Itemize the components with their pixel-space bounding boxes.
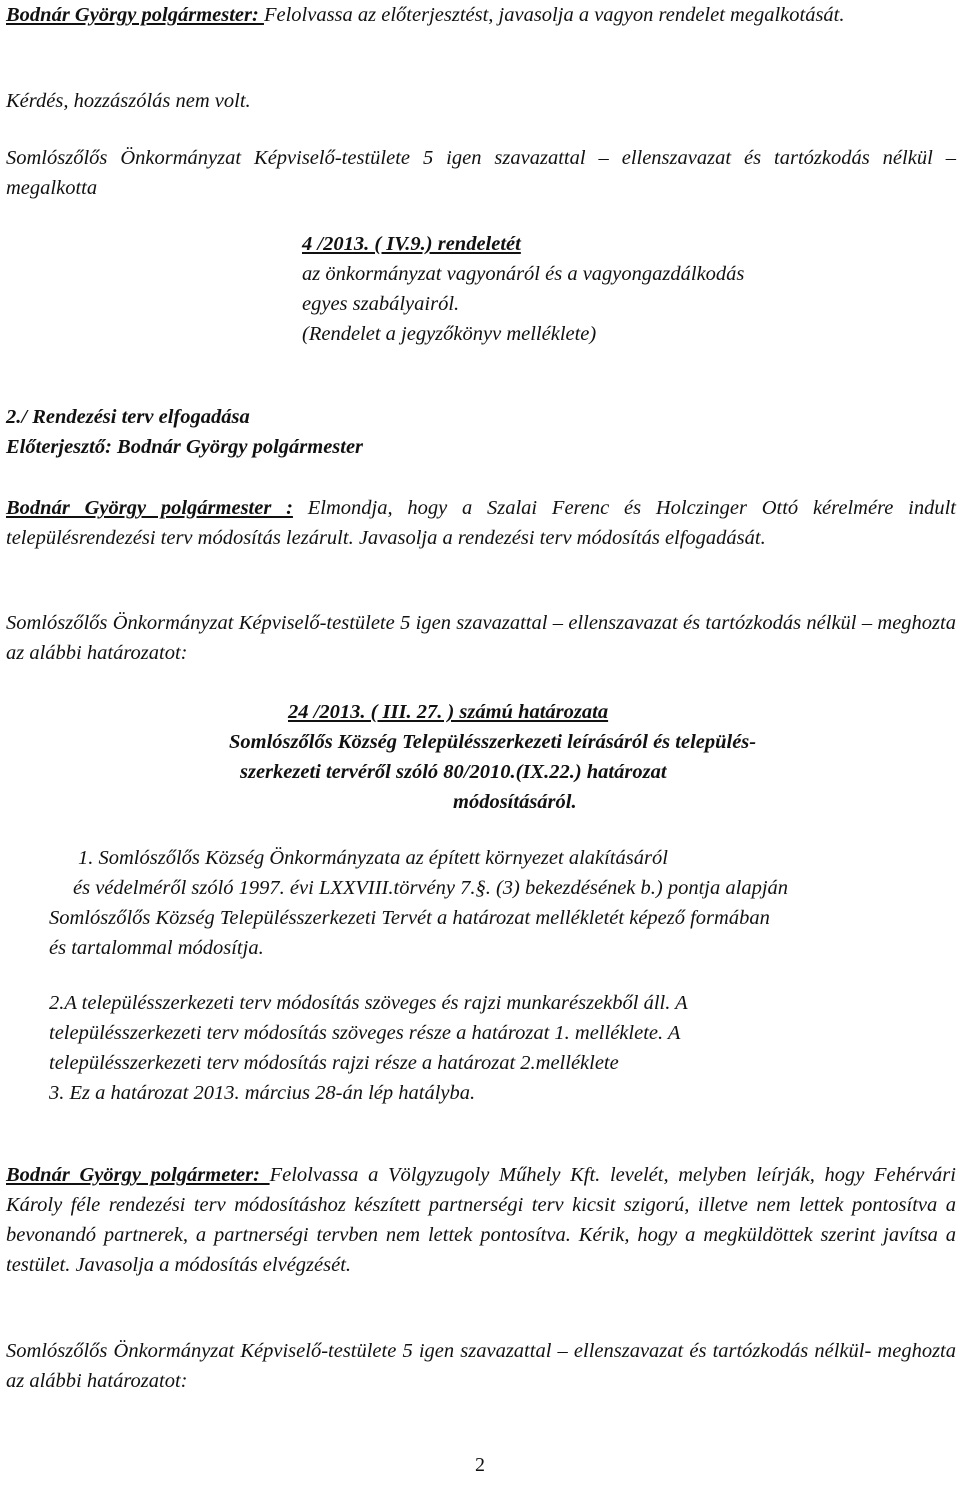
resolution-point-2: településszerkezeti terv módosítás rajzi része a határozat 2.melléklete xyxy=(49,1052,619,1074)
resolution-heading xyxy=(229,697,789,817)
resolution-point-3: 3. Ez a határozat 2013. március 28-án lép hatályba. xyxy=(49,1082,476,1104)
ordinance-number: 4 /2013. ( IV.9.) rendeletét xyxy=(302,233,521,255)
ordinance-title-line: az önkormányzat vagyonáról és a vagyongazdálkodás xyxy=(302,263,745,285)
paragraph-text: Felolvassa a Völgyzugoly Műhely Kft. levelét, melyben leírják, hogy Fehérvári Károly féle rendezési terv módosításhoz készített partnerségi terv kicsit szigorú, illetve nem lettek pontosítva a bevonandó partnerek, a partnerségi tervben nem lettek pontosítva. Kérik, hogy a megküldöttek szerint javítsa a testület. Javasolja a módosítás elvégzését. xyxy=(6,1164,956,1276)
ordinance-note: (Rendelet a jegyzőkönyv melléklete) xyxy=(302,323,597,345)
agenda-item-presenter: Előterjesztő: Bodnár György polgármester xyxy=(6,436,364,458)
speaker-name: Bodnár György polgármester : xyxy=(6,497,293,519)
resolution-point-1: Somlószőlős Község Településszerkezeti Tervét a határozat mellékletét képező formában xyxy=(49,907,770,929)
agenda-item-2 xyxy=(6,402,956,462)
paragraph-no-comments: Kérdés, hozzászólás nem volt. xyxy=(6,90,251,112)
page-number: 2 xyxy=(475,1454,485,1476)
resolution-body xyxy=(49,843,959,963)
resolution-point-2: 2.A településszerkezeti terv módosítás szöveges és rajzi munkarészekből áll. A xyxy=(49,992,688,1014)
paragraph-mayor-ordinance xyxy=(6,0,956,30)
resolution-number: 24 /2013. ( III. 27. ) számú határozata xyxy=(288,701,609,723)
ordinance-block xyxy=(302,229,922,349)
resolution-point-1: és tartalommal módosítja. xyxy=(49,937,264,959)
resolution-point-1: és védelméről szóló 1997. évi LXXVIII.törvény 7.§. (3) bekezdésének b.) pontja alapján xyxy=(73,877,789,899)
paragraph-vote-resolution: Somlószőlős Önkormányzat Képviselő-testülete 5 igen szavazattal – ellenszavazat és tartózkodás nélkül – meghozta az alábbi határozatot: xyxy=(6,612,956,664)
paragraph-vote-ordinance: Somlószőlős Önkormányzat Képviselő-testülete 5 igen szavazattal – ellenszavazat és tartózkodás nélkül – megalkotta xyxy=(6,147,956,199)
ordinance-title-line: egyes szabályairól. xyxy=(302,293,460,315)
agenda-item-title: 2./ Rendezési terv elfogadása xyxy=(6,406,250,428)
resolution-point-2: településszerkezeti terv módosítás szöveges része a határozat 1. melléklete. A xyxy=(49,1022,681,1044)
paragraph-mayor-letter xyxy=(6,1160,956,1280)
resolution-body-2 xyxy=(49,988,959,1108)
resolution-title-line: szerkezeti tervéről szóló 80/2010.(IX.22.) határozat xyxy=(240,761,667,783)
speaker-name: Bodnár György polgármeter: xyxy=(6,1164,270,1186)
resolution-title-line: módosításáról. xyxy=(453,791,577,813)
resolution-title-line: Somlószőlős Község Településszerkezeti leírásáról és település- xyxy=(229,731,757,753)
paragraph-mayor-plan xyxy=(6,493,956,553)
paragraph-text: Elmondja, hogy a Szalai Ferenc és Holczinger Ottó kérelmére indult településrendezési terv módosítás lezárult. Javasolja a rendezési terv módosítás elfogadását. xyxy=(6,497,957,549)
resolution-point-1: 1. Somlószőlős Község Önkormányzata az épített környezet alakításáról xyxy=(78,847,668,869)
paragraph-vote-final: Somlószőlős Önkormányzat Képviselő-testülete 5 igen szavazattal – ellenszavazat és tartózkodás nélkül- meghozta az alábbi határozatot: xyxy=(6,1340,956,1392)
paragraph-text: Felolvassa az előterjesztést, javasolja a vagyon rendelet megalkotását. xyxy=(263,4,845,26)
speaker-name: Bodnár György polgármester: xyxy=(6,4,264,26)
